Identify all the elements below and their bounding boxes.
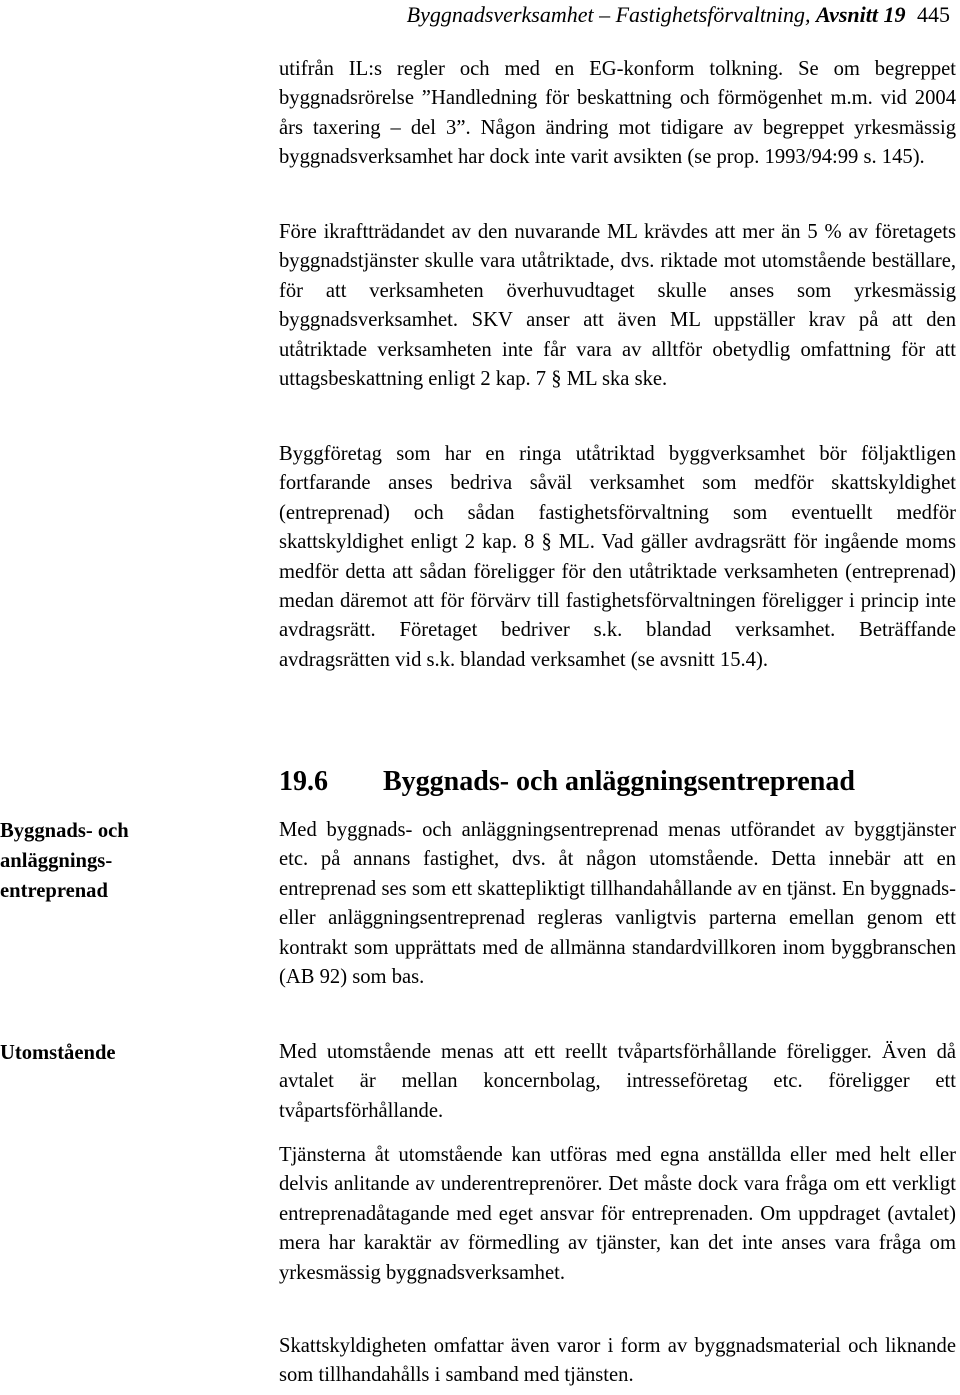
paragraph-3-block (279, 440, 956, 675)
paragraph-3: Byggföretag som har en ringa utåtriktad byggverksamhet bör följaktligen fortfarande anses bedriva såväl verksamhet som medför skattskyldighet (entreprenad) och sådan fastighetsförvaltning som eventuellt medför skattskyldighet enligt 2 kap. 8 § ML. Vad gäller avdragsrätt för ingående moms medför detta att sådan föreligger för den utåtriktade verksamheten (entreprenad) medan däremot att för förvärv till fastighetsförvaltningen föreligger i princip inte avdragsrätt. Företaget bedriver s.k. blandad verksamhet. Beträffande avdragsrätten vid s.k. blandad verksamhet (se avsnitt 15.4). (279, 443, 956, 671)
paragraph-1-block (279, 55, 956, 173)
paragraph-6: Tjänsterna åt utomstående kan utföras med egna anställda eller med helt eller delvis anlitande av underentreprenörer. Det måste dock vara fråga om ett verkligt entreprenadåtagande med eget ansvar för entreprenaden. Om uppdraget (avtalet) mera har karaktär av förmedling av tjänster, kan det inte anses vara fråga om yrkesmässig byggnadsverksamhet. (279, 1144, 956, 1284)
paragraph-4: Med byggnads- och anläggningsentreprenad menas utförandet av byggtjänster etc. på annans fastighet, dvs. åt någon utomstående. Detta innebär att en entreprenad ses som ett skattepliktigt tillhandahållande av en tjänst. En byggnads- eller anläggningsentreprenad regleras vanligtvis parterna emellan genom ett kontrakt som upprättats med de allmänna standardvillkoren inom byggbranschen (AB 92) som bas. (279, 819, 956, 989)
margin-note-utomstaende: Utomstående (0, 1042, 116, 1064)
paragraph-6-block (279, 1141, 956, 1288)
paragraph-2: Före ikraftträdandet av den nuvarande ML krävdes att mer än 5 % av företagets byggnadstjänster skulle vara utåtriktade, dvs. riktade mot utomstående beställare, för att verksamheten överhuvudtaget skulle anses som yrkesmässig byggnadsverksamhet. SKV anser att även ML uppställer krav på att den utåtriktade verksamheten inte får vara av alltför obetydlig omfattning för att uttagsbeskattning enligt 2 kap. 7 § ML ska ske. (279, 221, 956, 391)
margin-note-entreprenad: Byggnads- och anläggningsentreprenad (0, 820, 129, 902)
paragraph-5: Med utomstående menas att ett reellt tvåpartsförhållande föreligger. Även då avtalet är mellan koncernbolag, intresseföretag etc. föreligger ett tvåpartsförhållande. (279, 1041, 956, 1122)
paragraph-7: Skattskyldigheten omfattar även varor i form av byggnadsmaterial och liknande som tillhandahålls i samband med tjänsten. (279, 1335, 956, 1387)
running-head-title: Byggnadsverksamhet – Fastighetsförvaltning, (406, 2, 811, 27)
paragraph-5-block (279, 1038, 956, 1126)
running-head-section: Avsnitt 19 (816, 2, 906, 27)
paragraph-1: utifrån IL:s regler och med en EG-konform tolkning. Se om begreppet byggnadsrörelse ”Handledning för beskattning och förmögenhet m.m. vid 2004 års taxering – del 3”. Någon ändring mot tidigare av begreppet yrkesmässig byggnadsverksamhet har dock inte varit avsikten (se prop. 1993/94:99 s. 145). (279, 58, 956, 169)
paragraph-4-block (279, 816, 956, 992)
page-number: 445 (917, 2, 950, 27)
section-number: 19.6 (279, 766, 328, 797)
running-head (407, 0, 950, 30)
section-title: Byggnads- och anläggningsentreprenad (383, 766, 855, 797)
paragraph-2-block (279, 218, 956, 394)
paragraph-7-block (279, 1332, 956, 1391)
section-heading (279, 764, 956, 800)
